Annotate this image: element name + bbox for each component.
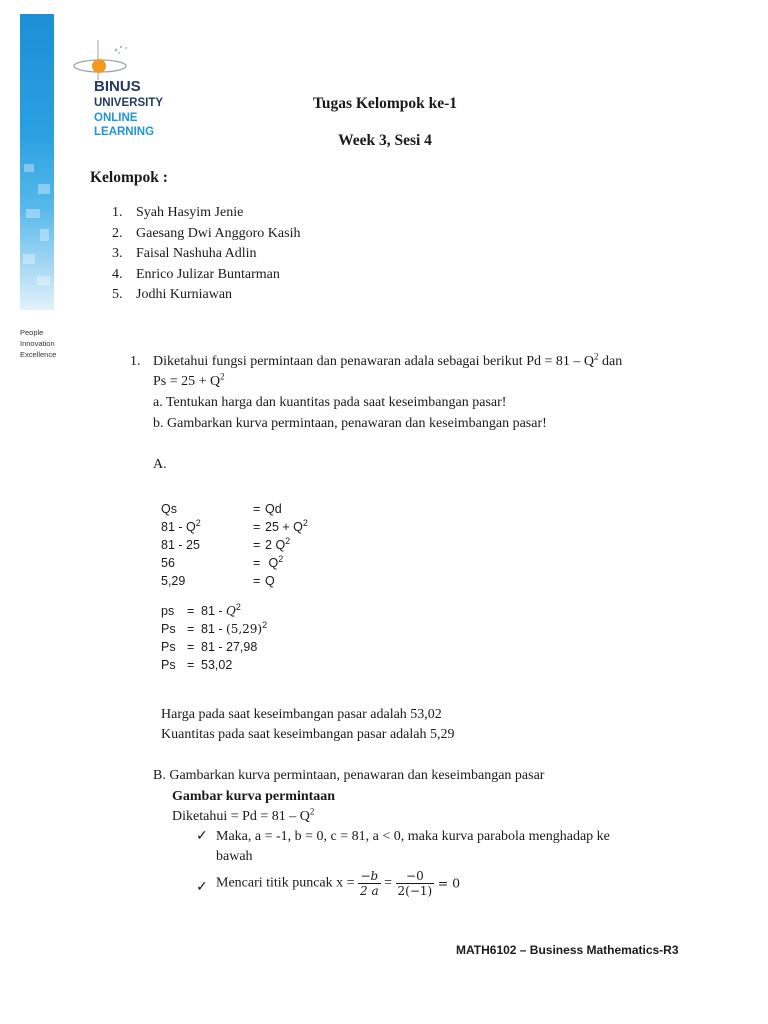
list-item: 5. Jodhi Kurniawan — [112, 287, 233, 302]
equilibrium-calculation: Qs = Qd $81 - Q^2 = 25 + Q^2$ 81 - 25 = 2 $Q^2$ $56 = Q^2$ 5,29 = Q — [161, 502, 308, 588]
question-number: 1. — [130, 354, 141, 369]
logo-university: UNIVERSITY — [94, 97, 164, 109]
tagline — [20, 327, 56, 360]
question-1: 1. Diketahui fungsi permintaan dan penawaran adala sebagai berikut $Pd = 81 - Q^2$ dan $Ps = 25 + Q^2$ a. Tentukan harga dan kuantitas pada saat keseimbangan pasar! b. Gambarkan kurva permintaan, penawaran dan keseimbangan pasar! — [130, 352, 710, 434]
check-icon: ✓ — [196, 880, 208, 895]
price-calculation: ps = $81 - Q^2$ $Ps = 81 - (5,29)^2$ Ps = 81 - 27,98 Ps = 53,02 — [161, 601, 268, 672]
answer-a-label: A. — [153, 457, 167, 472]
result-quantity: Kuantitas pada saat keseimbangan pasar adalah 5,29 — [161, 727, 455, 742]
group-label: Kelompok : — [90, 169, 168, 186]
bullet-coefficients: Maka, a = -1, b = 0, c = 81, a < 0, maka kurva parabola menghadap ke bawah — [216, 829, 610, 864]
member-list — [112, 203, 300, 306]
list-item: 2. Gaesang Dwi Anggoro Kasih — [112, 225, 301, 241]
logo-brand: BINUS — [94, 78, 141, 95]
list-item: 4. Enrico Julizar Buntarman — [112, 266, 280, 282]
check-icon: ✓ — [196, 829, 208, 844]
page-subtitle: Week 3, Sesi 4 — [338, 132, 432, 149]
logo-online: ONLINE — [94, 112, 138, 124]
given-function: Diketahui = $Pd = 81 - Q^2$ — [172, 806, 315, 824]
list-item: 3. Faisal Nashuha Adlin — [112, 246, 257, 261]
result-price: Harga pada saat keseimbangan pasar adalah 53,02 — [161, 707, 442, 722]
question-part-b: b. Gambarkan kurva permintaan, penawaran dan keseimbangan pasar! — [153, 416, 547, 431]
fraction-value: $\frac{-0}{2(-1)}$ — [397, 869, 433, 898]
logo-orbit-icon — [72, 36, 142, 82]
binus-logo — [72, 36, 192, 146]
tagline-people: People — [20, 328, 44, 337]
fraction-neg-b-over-2a: $\frac{-b}{2 a}$ — [360, 869, 379, 898]
logo-learning: LEARNING — [94, 126, 155, 138]
answer-b-subheading: Gambar kurva permintaan — [172, 789, 336, 804]
list-item: 1. Syah Hasyim Jenie — [112, 205, 244, 220]
page-title: Tugas Kelompok ke-1 — [312, 95, 458, 112]
question-part-a: a. Tentukan harga dan kuantitas pada saat keseimbangan pasar! — [153, 395, 507, 410]
tagline-excellence: Excellence — [20, 350, 57, 359]
page-footer: MATH6102 – Business Mathematics-R3 — [456, 943, 679, 957]
answer-b-heading: B. Gambarkan kurva permintaan, penawaran dan keseimbangan pasar — [153, 768, 545, 783]
tagline-innovation: Innovation — [20, 339, 55, 348]
bullet-vertex: Mencari titik puncak x = $\frac{-b}{2 a}$ = $\frac{-0}{2(-1)}$ = 0 — [216, 869, 461, 898]
decorative-side-stripe — [20, 14, 54, 310]
